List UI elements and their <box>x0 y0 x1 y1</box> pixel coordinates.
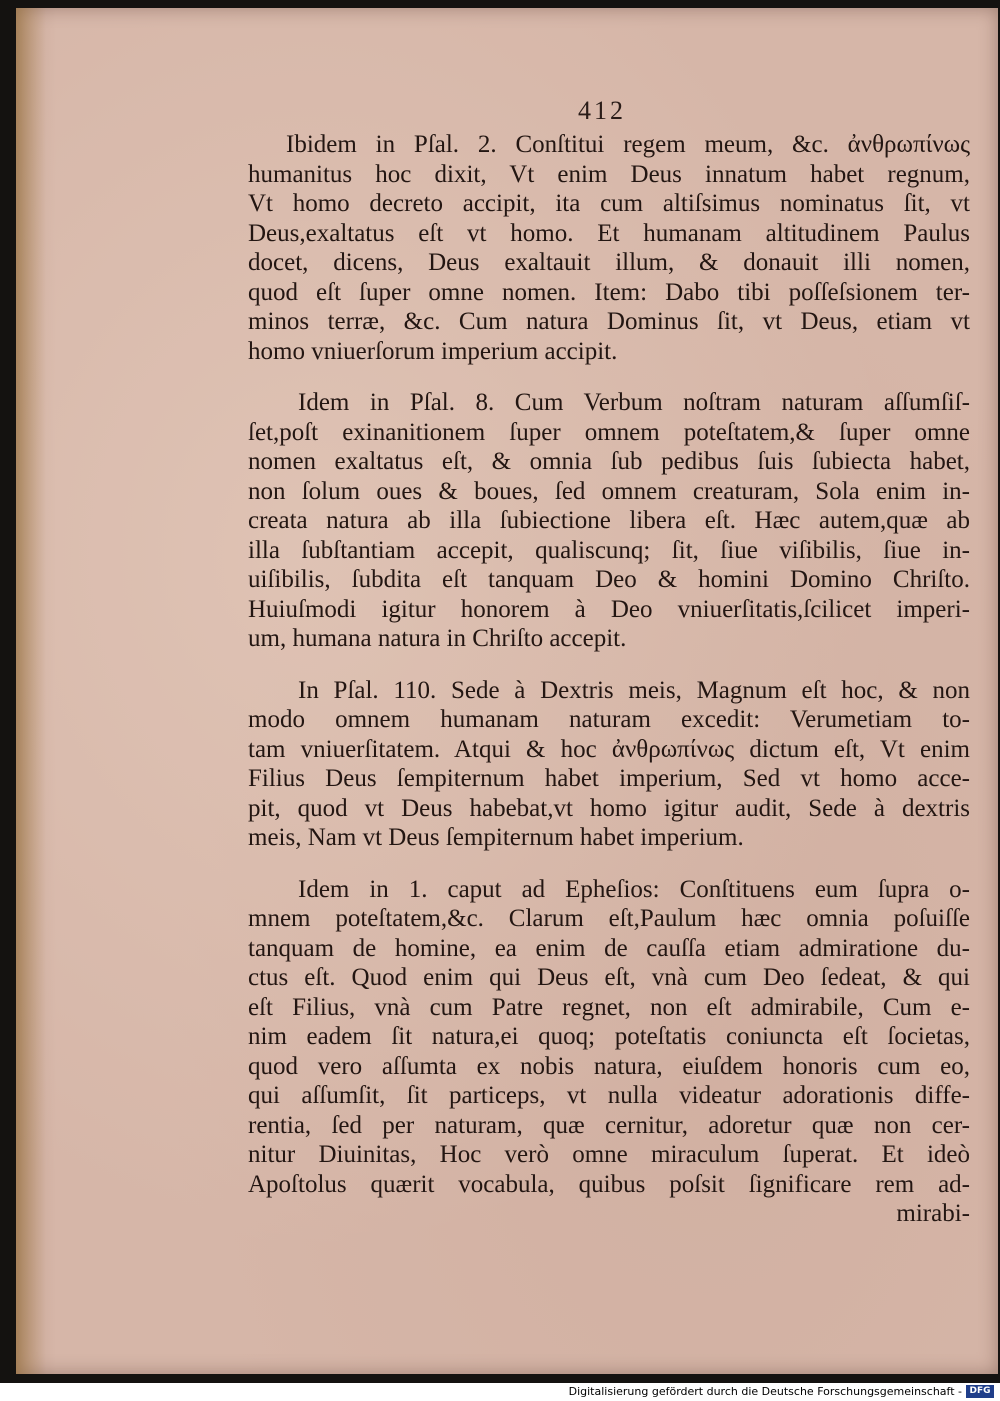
text-line: Apoſtolus quærit vocabula, quibus poſsit ſignificare rem ad- <box>248 1170 970 1198</box>
dfg-logo: DFG <box>966 1385 994 1398</box>
text-line: Idem in 1. caput ad Epheſios: Conſtituens eum ſupra o- <box>298 875 970 903</box>
text-line: eſt Filius, vnà cum Patre regnet, non eſt admirabile, Cum e- <box>248 993 970 1021</box>
text-line: quod vero aſſumta ex nobis natura, eiuſdem honoris cum eo, <box>248 1052 970 1080</box>
digitization-footer <box>0 1383 1000 1401</box>
text-line: nomen exaltatus eſt, & omnia ſub pedibus ſuis ſubiecta habet, <box>248 448 970 475</box>
text-line: illa ſubſtantiam accepit, qualiscunq; ſit, ſiue viſibilis, ſiue in- <box>248 536 970 564</box>
text-line: uiſibilis, ſubdita eſt tanquam Deo & homini Domino Chriſto. <box>248 566 970 593</box>
text-line: quod eſt ſuper omne nomen. Item: Dabo tibi poſſeſsionem ter- <box>248 278 970 306</box>
text-line: modo omnem humanam naturam excedit: Verumetiam to- <box>248 706 970 733</box>
text-line: mnem poteſtatem,&c. Clarum eſt,Paulum hæc omnia poſuiſſe <box>248 905 970 932</box>
text-line: pit, quod vt Deus habebat,vt homo igitur audit, Sede à dextris <box>248 794 970 822</box>
paragraph-ephesians <box>248 875 970 1229</box>
text-line: tam vniuerſitatem. Atqui & hoc ἀνθρωπίνως dictum eſt, Vt enim <box>248 735 970 763</box>
text-line: humanitus hoc dixit, Vt enim Deus innatum habet regnum, <box>248 160 970 188</box>
text-line: nim eadem ſit natura,ei quoq; poteſtatis coniuncta eſt ſocietas, <box>248 1023 970 1050</box>
paragraph-psalm-110 <box>248 676 970 853</box>
text-line: nitur Diuinitas, Hoc verò omne miraculum ſuperat. Et ideò <box>248 1141 970 1168</box>
page-text-block <box>248 130 970 1251</box>
text-line: meis, Nam vt Deus ſempiternum habet imperium. <box>248 824 744 851</box>
text-line: Vt homo decreto accipit, ita cum altiſsimus nominatus ſit, vt <box>248 190 970 217</box>
text-line: Deus,exaltatus eſt vt homo. Et humanam altitudinem Paulus <box>248 219 970 247</box>
text-line: docet, dicens, Deus exaltauit illum, & donauit illi nomen, <box>248 249 970 276</box>
text-line: um, humana natura in Chriſto accepit. <box>248 625 627 652</box>
text-line: Idem in Pſal. 8. Cum Verbum noſtram naturam aſſumſiſ- <box>298 389 970 416</box>
page-number: 412 <box>578 96 626 125</box>
text-line: tanquam de homine, ea enim de cauſſa etiam admiratione du- <box>248 934 970 962</box>
paragraph-psalm-8 <box>248 388 970 654</box>
text-line: ſet,poſt exinanitionem ſuper omnem poteſtatem,& ſuper omne <box>248 418 970 446</box>
text-line: ctus eſt. Quod enim qui Deus eſt, vnà cum Deo ſedeat, & qui <box>248 964 970 991</box>
text-line: minos terræ, &c. Cum natura Dominus ſit, vt Deus, etiam vt <box>248 308 970 335</box>
text-line: Ibidem in Pſal. 2. Conſtitui regem meum, &c. ἀνθρωπίνως <box>286 131 970 158</box>
text-line: Filius Deus ſempiternum habet imperium, Sed vt homo acce- <box>248 765 970 792</box>
text-line: non ſolum oues & boues, ſed omnem creaturam, Sola enim in- <box>248 477 970 505</box>
text-line: homo vniuerſorum imperium accipit. <box>248 337 618 365</box>
catchword: mirabi- <box>896 1200 970 1227</box>
text-line: creata natura ab illa ſubiectione libera eſt. Hæc autem,quæ ab <box>248 507 970 534</box>
page-spine-shadow <box>16 8 46 1374</box>
text-line: rentia, ſed per naturam, quæ cernitur, adoretur quæ non cer- <box>248 1111 970 1139</box>
paragraph-psalm-2 <box>248 130 970 366</box>
text-line: Huiuſmodi igitur honorem à Deo vniuerſitatis,ſcilicet imperi- <box>248 595 970 623</box>
funding-credit: Digitalisierung gefördert durch die Deutsche Forschungsgemeinschaft - <box>568 1385 962 1398</box>
text-line: In Pſal. 110. Sede à Dextris meis, Magnum eſt hoc, & non <box>298 676 970 704</box>
text-line: qui aſſumſit, ſit particeps, vt nulla videatur adorationis diffe- <box>248 1082 970 1109</box>
